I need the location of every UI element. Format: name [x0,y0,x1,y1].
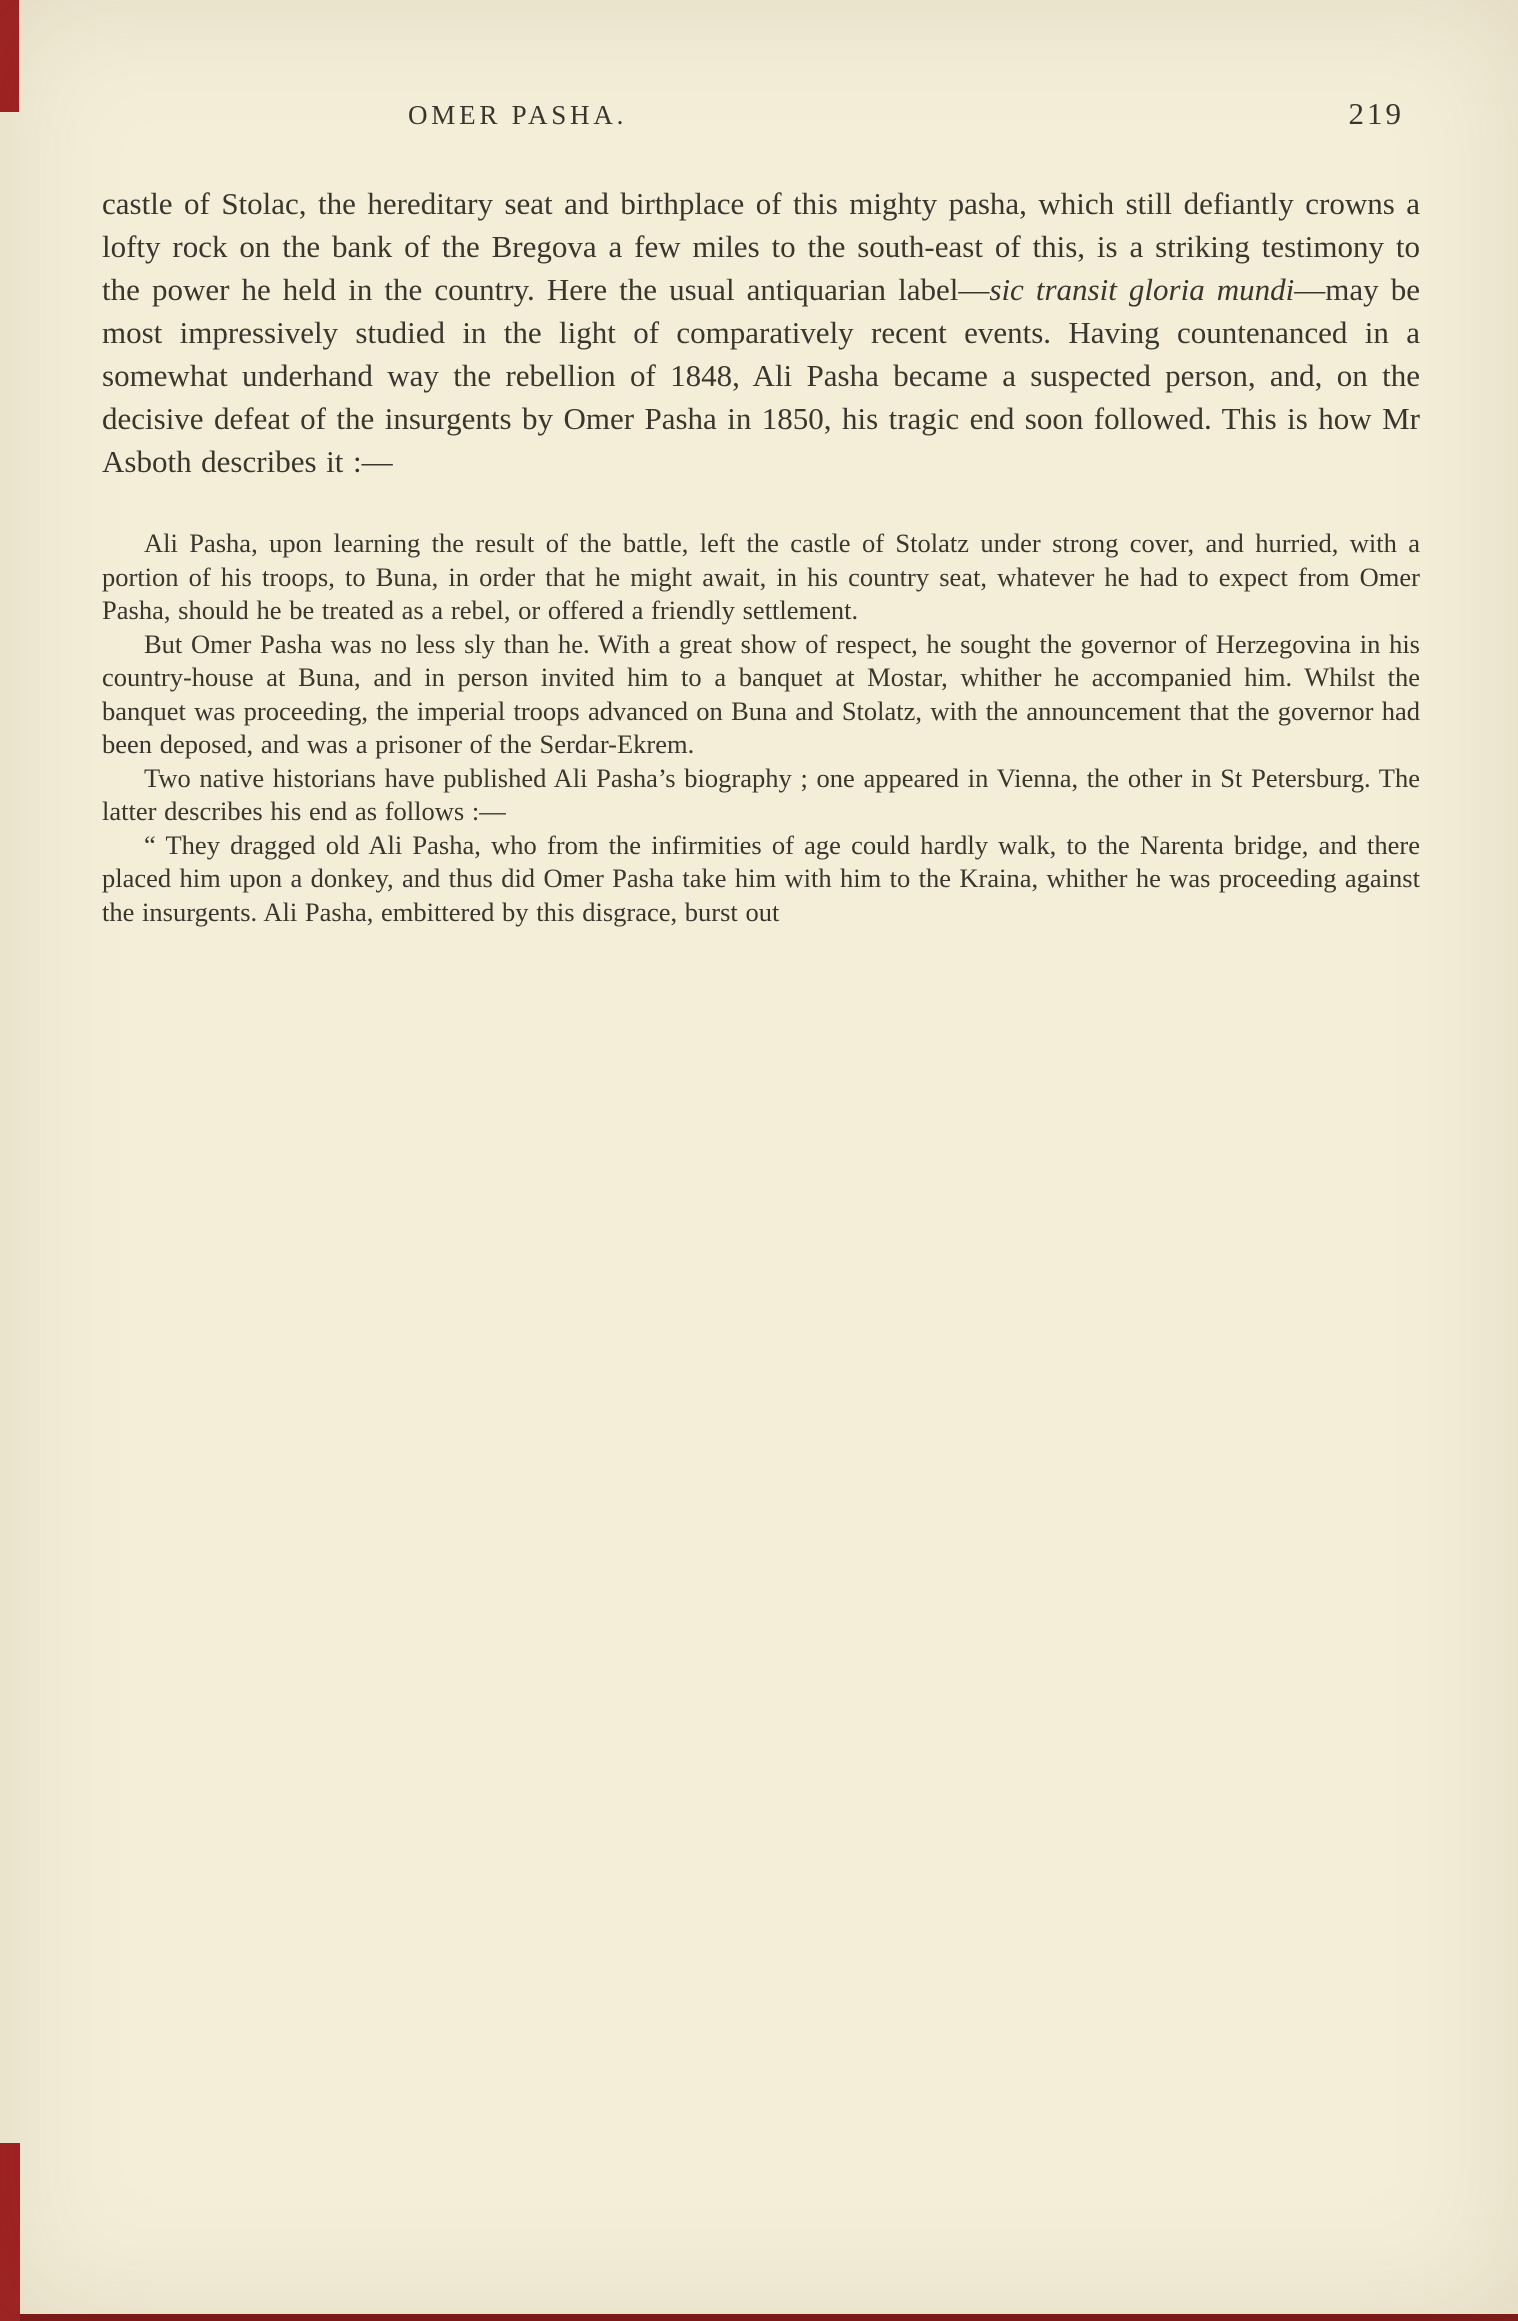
book-edge-top-left [0,0,19,112]
book-edge-bottom [0,2314,1518,2321]
extract-paragraph-1: Ali Pasha, upon learning the result of the battle, left the castle of Stolatz under strong cover, and hurried, with a portion of his troops, to Buna, in order that he might await, in his country seat, whatever he had to expect from Omer Pasha, should he be treated as a rebel, or offered a friendly settlement. [102,528,1420,625]
lead-text-before-italic: castle of Stolac, the hereditary seat and birthplace of this mighty pasha, which still defiantly crowns a lofty rock on the bank of the Bregova a few miles to the south-east of this, is a striking testimony to the power he held in the country. Here the usual antiquarian label— [102,186,1420,307]
page-number: 219 [1348,96,1404,131]
book-page [102,96,1420,929]
lead-paragraph [102,182,1420,483]
page-header [102,96,1420,148]
latin-phrase-italic: sic transit gloria mundi [989,272,1295,307]
lead-text-after-italic: —may be most impressively studied in the light of comparatively recent events. Having countenanced in a somewhat underhand way the rebellion of 1848, Ali Pasha became a suspected person, and, on the decisive defeat of the insurgents by Omer Pasha in 1850, his tragic end soon followed. This is how Mr Asboth describes it :— [102,272,1420,479]
book-edge-bottom-left [0,2143,20,2321]
running-head: OMER PASHA. [408,100,628,130]
quoted-extract [102,527,1420,929]
extract-paragraph-3: Two native historians have published Ali Pasha’s biography ; one appeared in Vienna, the other in St Petersburg. The latter describes his end as follows :— [102,762,1420,826]
extract-paragraph-2: But Omer Pasha was no less sly than he. With a great show of respect, he sought the governor of Herzegovina in his country-house at Buna, and in person invited him to a banquet at Mostar, whither he accompanied him. Whilst the banquet was proceeding, the imperial troops advanced on Buna and Stolatz, with the announcement that the governor had been deposed, and was a prisoner of the Serdar-Ekrem. [102,628,1420,759]
extract-paragraph-4: “ They dragged old Ali Pasha, who from the infirmities of age could hardly walk, to the Narenta bridge, and there placed him upon a donkey, and thus did Omer Pasha take him with him to the Kraina, whither he was proceeding against the insurgents. Ali Pasha, embittered by this disgrace, burst out [102,829,1420,927]
